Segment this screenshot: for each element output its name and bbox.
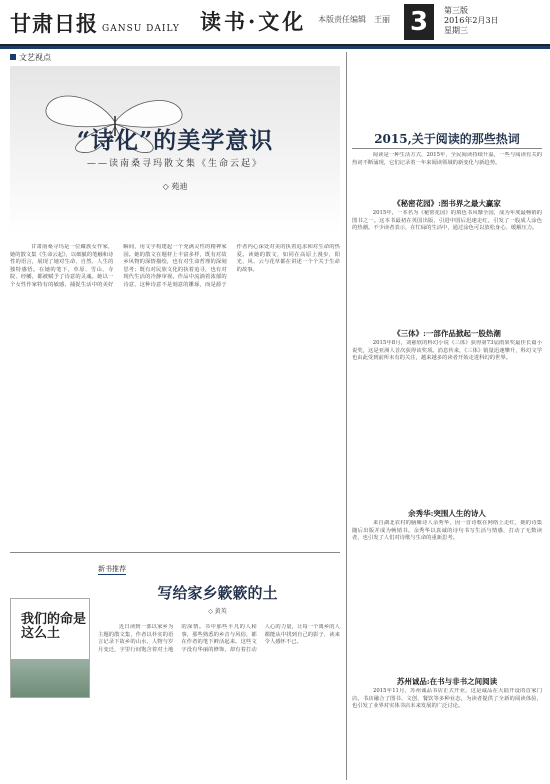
masthead	[0, 0, 550, 46]
square-bullet-icon	[10, 54, 16, 60]
edition-info	[444, 6, 499, 36]
book-cover-background	[11, 659, 90, 698]
hero-subtitle: ——读南桑寻玛散文集《生命云起》	[86, 159, 263, 169]
text-yu-xiuhua	[352, 520, 542, 670]
left-column	[10, 52, 345, 780]
logo-subtext: GANSU DAILY	[102, 24, 180, 34]
subhead-three-body: 《三体》:一部作品掀起一股热潮	[393, 329, 501, 338]
column-divider	[346, 52, 347, 780]
edition-number: 第三版	[444, 6, 468, 15]
article-body-main	[10, 244, 340, 544]
hero-title: “诗化”的美学意识	[76, 127, 274, 154]
subhead-yu-xiuhua: 余秀华:突围人生的诗人	[408, 509, 486, 518]
text-yu-xiuhua-paragraph: 来自湖北农村的脑瘫诗人余秀华，因一首诗歌在网络上走红，她的诗集随后出版并成为畅销书。余秀华以真诚的诗句书写生活与情感，打动了无数读者，也引发了人们对诗歌与生命的重新思考。	[352, 520, 542, 542]
second-article-title: 写给家乡簌簌的土	[157, 584, 278, 602]
subhead-secret-garden: 《秘密花园》:图书界之最大赢家	[393, 199, 501, 208]
text-eslite-paragraph: 2015年11月，苏州诚品书店正式开业，这是诚品在大陆开设的首家门店。书店融合了图书、文创、餐饮等多种业态，为读者提供了全新的阅读体验，也引发了业界对实体书店未来发展的广泛讨论。	[352, 688, 542, 710]
section-tag	[10, 52, 345, 63]
second-article-body	[98, 624, 340, 774]
right-intro-paragraph: 阅读是一种生活方式，2015年，全民阅读持续升温，一些与阅读有关的热词不断涌现，它们记录着一年来阅读领域的新变化与新趋势。	[352, 152, 542, 166]
text-secret-garden-paragraph: 2015年，一本名为《秘密花园》的填色书风靡全国，成为年度最畅销的图书之一。这本书最初在英国出版，引进中国后迅速走红，引发了一股成人涂色的热潮。不少读者表示，在忙碌的生活中，通过涂色可以放松身心、缓解压力。	[352, 210, 542, 232]
editor-credit: 本版责任编辑 王丽	[318, 15, 390, 24]
second-article-paragraph: 近日读到一部以家乡为主题的散文集，作者以朴实的语言记录下故乡的山水、人物与岁月变迁，字里行间饱含着对土地的深情。书中那些平凡的人和事，那些熟悉的乡音与风俗，都在作者的笔下鲜活起来。这些文字没有华丽的修饰，却有着打动人心的力量，让每一个离乡的人都能从中找到自己的影子，读来令人感怀不已。	[98, 624, 340, 653]
right-column	[352, 52, 542, 780]
section-tag-label: 文艺视点	[19, 53, 51, 62]
text-secret-garden	[352, 210, 542, 322]
edition-date: 2016年2月3日	[444, 16, 499, 25]
header-accent-rule	[0, 46, 550, 49]
second-article-author: ◇ 黄英	[208, 608, 227, 615]
text-three-body-paragraph: 2015年8月，刘慈欣的科幻小说《三体》获得第73届雨果奖最佳长篇小说奖，这是亚洲人首次获得该奖项。消息传来，《三体》销量迅速攀升，科幻文学也由此受到前所未有的关注，越来越多的读者开始走进科幻的世界。	[352, 340, 542, 362]
logo-text: 甘肃日报	[10, 11, 98, 36]
edition-weekday: 星期三	[444, 26, 468, 35]
text-three-body	[352, 340, 542, 500]
right-intro	[352, 152, 542, 192]
book-cover-image	[10, 598, 90, 698]
title-underline	[352, 148, 542, 149]
text-eslite	[352, 688, 542, 776]
section-divider	[10, 552, 340, 553]
article-paragraph: 甘肃南桑寻玛是一位藏族女作家，她的散文集《生命云起》，以细腻的笔触和诗性的语言，展现了她对生命、自然、人生的独特感悟。在她的笔下，草原、雪山、寺院、经幡，都被赋予了诗意的灵魂。她以一个女性作家特有的敏感，捕捉生活中的美好瞬间，用文字构建起一个充满灵性的精神家园。她的散文在题材上丰富多样，既有对故乡风物的深情描绘，也有对生命哲理的深刻思考；既有对民族文化的执着追寻，也有对现代生活的冷静审视。作品中流淌着浓郁的诗意，这种诗意不是刻意的雕琢，而是源于作者内心深处对美的执着追求和对生命的热爱。读她的散文，如同在高原上漫步，阳光、风、云与花草都在讲述一个个关于生命的故事。	[10, 244, 340, 288]
subhead-eslite: 苏州诚品:在书与非书之间阅读	[396, 677, 498, 686]
page-number-badge: 3	[404, 4, 434, 40]
hero-banner	[10, 66, 340, 234]
new-book-tag: 新书推荐	[98, 565, 126, 573]
section-title: 读书·文化	[200, 9, 307, 34]
newspaper-logo	[10, 8, 180, 38]
book-cover-title: 我们的命是这么土	[21, 612, 87, 641]
hero-author: ◇ 苑迪	[162, 182, 188, 191]
right-article-title: 2015,关于阅读的那些热词	[374, 132, 520, 146]
